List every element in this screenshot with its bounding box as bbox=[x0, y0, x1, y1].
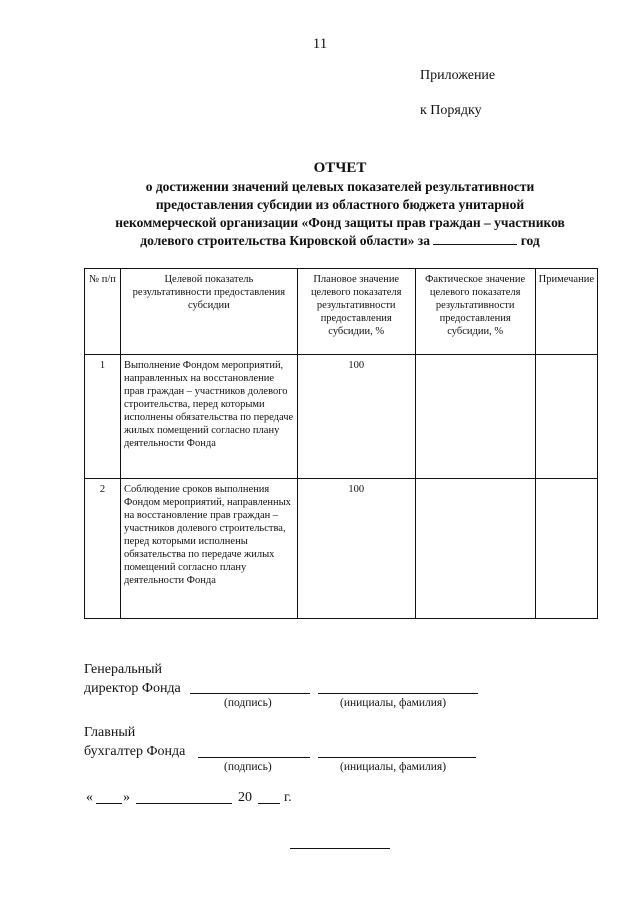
year-blank-field[interactable] bbox=[433, 232, 517, 245]
header-fact: Фактическое значение целевого показателя результативности предоставления субсидии, % bbox=[415, 269, 535, 355]
accountant-label-line-1: Главный bbox=[84, 725, 136, 740]
row-2-fact[interactable] bbox=[415, 479, 535, 619]
director-label-line-2: директор Фонда bbox=[84, 681, 181, 696]
table-row bbox=[85, 479, 598, 619]
date-month-line[interactable] bbox=[136, 803, 232, 804]
header-note: Примечание bbox=[535, 269, 597, 355]
director-label bbox=[84, 660, 181, 698]
accountant-name-line[interactable] bbox=[318, 757, 476, 758]
accountant-signature-caption: (подпись) bbox=[224, 761, 272, 773]
accountant-signature-line[interactable] bbox=[198, 757, 310, 758]
row-2-indicator: Соблюдение сроков выполнения Фондом мероприятий, направленных на восстановление прав граждан – участников долевого строительства, перед которыми исполнены обязательства по передаче жилых помещений согласно плану деятельности Фонда bbox=[120, 479, 297, 619]
row-2-note[interactable] bbox=[535, 479, 597, 619]
subtitle-line-4-end: год bbox=[520, 233, 540, 248]
page-number: 11 bbox=[312, 36, 328, 52]
table-header-row bbox=[85, 269, 598, 355]
director-initials-caption: (инициалы, фамилия) bbox=[340, 697, 447, 709]
row-1-num: 1 bbox=[85, 355, 121, 479]
subtitle-line-4-start: долевого строительства Кировской области» за bbox=[140, 233, 430, 248]
row-1-fact[interactable] bbox=[415, 355, 535, 479]
appendix-reference: к Порядку bbox=[420, 103, 482, 118]
director-label-line-1: Генеральный bbox=[84, 662, 163, 677]
date-year-suffix: г. bbox=[284, 790, 292, 805]
header-indicator: Целевой показатель результативности предоставления субсидии bbox=[120, 269, 297, 355]
date-close-quote: » bbox=[123, 790, 130, 805]
row-1-plan: 100 bbox=[297, 355, 415, 479]
director-name-line[interactable] bbox=[318, 693, 478, 694]
header-plan: Плановое значение целевого показателя результативности предоставления субсидии, % bbox=[297, 269, 415, 355]
row-1-indicator: Выполнение Фондом мероприятий, направленных на восстановление прав граждан – участников долевого строительства, перед которыми исполнены обязательства по передаче жилых помещений согласно плану деятельности Фонда bbox=[120, 355, 297, 479]
row-2-num: 2 bbox=[85, 479, 121, 619]
accountant-initials-caption: (инициалы, фамилия) bbox=[340, 761, 447, 773]
report-table bbox=[84, 268, 598, 619]
appendix-title: Приложение bbox=[420, 68, 496, 83]
subtitle-line-1: о достижении значений целевых показателей результативности bbox=[145, 179, 535, 194]
table-row bbox=[85, 355, 598, 479]
document-subtitle bbox=[70, 178, 610, 250]
accountant-label bbox=[84, 723, 185, 761]
date-year-line[interactable] bbox=[258, 803, 280, 804]
document-title: ОТЧЕТ bbox=[313, 160, 367, 176]
date-day-line[interactable] bbox=[96, 803, 122, 804]
director-signature-line[interactable] bbox=[190, 693, 310, 694]
director-signature-caption: (подпись) bbox=[224, 697, 272, 709]
closing-divider bbox=[290, 848, 390, 849]
row-1-note[interactable] bbox=[535, 355, 597, 479]
date-open-quote: « bbox=[86, 790, 93, 805]
subtitle-line-4 bbox=[70, 232, 610, 250]
subtitle-line-2: предоставления субсидии из областного бюджета унитарной bbox=[155, 197, 525, 212]
subtitle-line-3: некоммерческой организации «Фонд защиты прав граждан – участников bbox=[115, 215, 565, 230]
header-num: № п/п bbox=[85, 269, 121, 355]
row-2-plan: 100 bbox=[297, 479, 415, 619]
date-year-prefix: 20 bbox=[238, 790, 252, 805]
accountant-label-line-2: бухгалтер Фонда bbox=[84, 744, 186, 759]
